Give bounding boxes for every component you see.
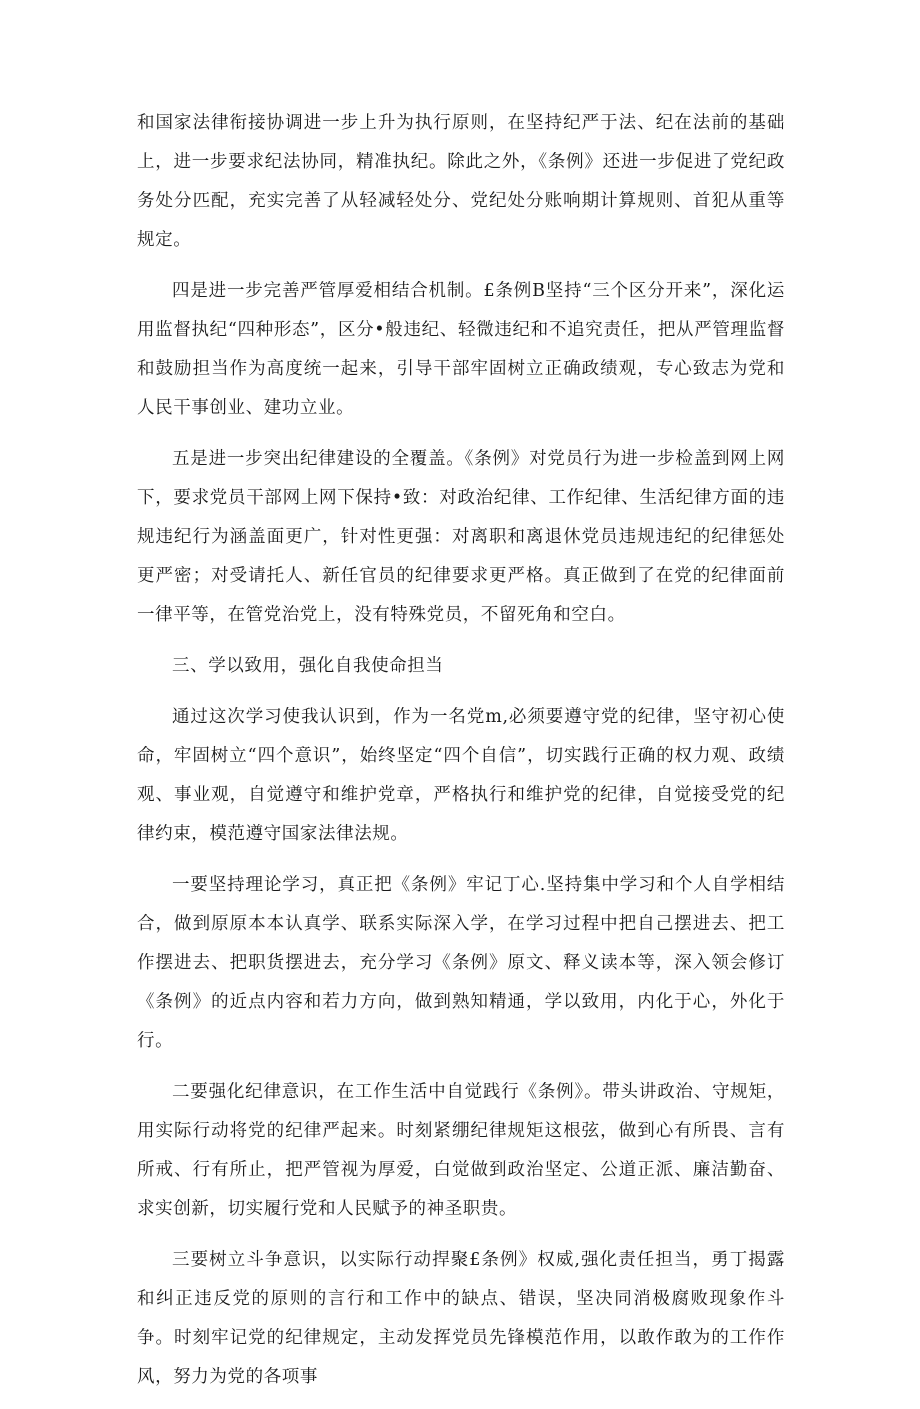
paragraph-point-five: 五是进一步突出纪律建设的全覆盖。《条例》对党员行为进一步检盖到网上网下，要求党员干部网上网下保持•致：对政治纪律、工作纪律、生活纪律方面的违规违纪行为涵盖面更广，针对性更强：对离职和离退休党员违规违纪的纪律惩处更严密；对受请托人、新任官员的纪律要求更严格。真正做到了在党的纪律面前一律平等，在管党治党上，没有特殊党员，不留死角和空白。: [137, 449, 785, 625]
paragraph-point-four: 四是进一步完善严管厚爱相结合机制。£条例B坚持“三个区分开来”，深化运用监督执纪“四种形态”，区分•般违纪、轻微违纪和不追究责任，把从严管理监督和鼓励担当作为高度统一起来，引导干部牢固树立正确政绩观，专心致志为党和人民干事创业、建功立业。: [137, 281, 785, 418]
paragraph-continuation: 和国家法律衔接协调进一步上升为执行原则，在坚持纪严于法、纪在法前的基础上，进一步要求纪法协同，精准执纪。除此之外，《条例》还进一步促进了党纪政务处分匹配，充实完善了从轻减轻处分、党纪处分账响期计算规则、首犯从重等规定。: [137, 113, 785, 250]
paragraph-struggle-awareness: 三要树立斗争意识，以实际行动捍聚£条例》权威,强化责任担当，勇丁揭露和纠正违反党的原则的言行和工作中的缺点、错误，坚决同消极腐败现象作斗争。时刻牢记党的纪律规定，主动发挥党员先锋模范作用，以敢作敢为的工作作风，努力为党的各项事: [137, 1250, 785, 1387]
paragraph-theory-study: 一要坚持理论学习，真正把《条例》牢记丁心.坚持集中学习和个人自学相结合，做到原原本本认真学、联系实际深入学，在学习过程中把自己摆进去、把工作摆进去、把职货摆进去，充分学习《条例》原文、释义读本等，深入领会修订《条例》的近点内容和若力方向，做到熟知精通，学以致用，内化于心，外化于行。: [137, 875, 785, 1051]
section-heading-three: 三、学以致用，强化自我使命担当: [172, 656, 444, 676]
paragraph-discipline-awareness: 二要强化纪律意识，在工作生活中自觉践行《条例》。带头讲政治、守规矩，用实际行动将党的纪律严起来。时刻紧绷纪律规矩这根弦，做到心有所畏、言有所戒、行有所止，把严管视为厚爱，白觉做到政治坚定、公道正派、廉洁勤奋、求实创新，切实履行党和人民赋予的神圣职贵。: [137, 1082, 785, 1219]
paragraph-study-insight: 通过这次学习使我认识到，作为一名党m,必须要遵守党的纪律，坚守初心使命，牢固树立“四个意识”，始终坚定“四个自信”，切实践行正确的权力观、政绩观、事业观，自觉遵守和维护党章，严格执行和维护党的纪律，自觉接受党的纪律约束，模范遵守国家法律法规。: [137, 707, 785, 844]
document-page: [137, 104, 785, 1409]
